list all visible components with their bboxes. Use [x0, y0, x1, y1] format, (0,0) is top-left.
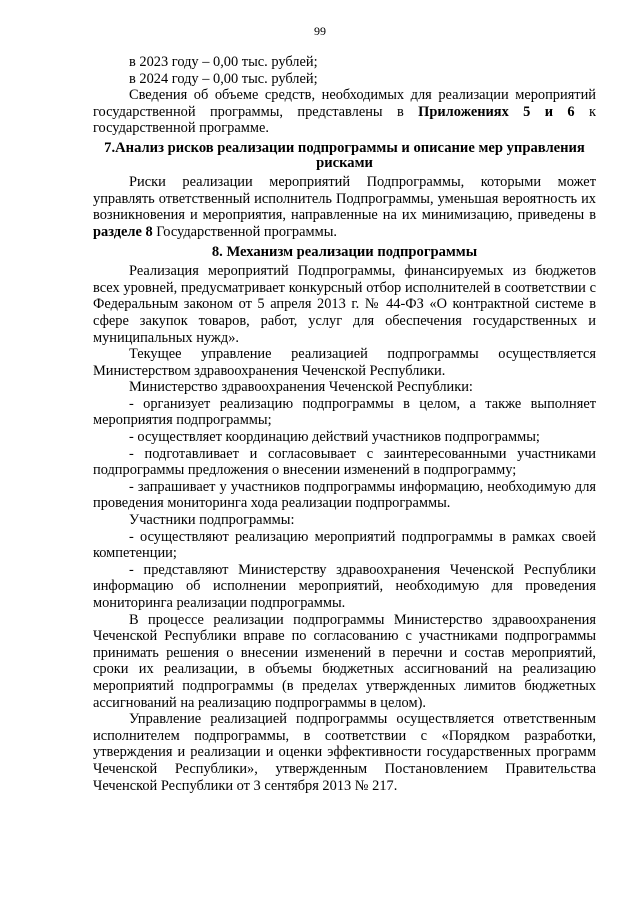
list-item: - представляют Министерству здравоохранения Чеченской Республики информацию об исполнении мероприятий, необходимую для проведения мониторинга реализации подпрограммы.	[93, 561, 596, 611]
paragraph: Управление реализацией подпрограммы осуществляется ответственным исполнителем подпрограммы, в соответствии с «Порядком разработки, утверждения и реализации и оценки эффективности государственных программ Чеченской Республики», утвержденным Постановлением Правительства Чеченской Республики от 3 сентября 2013 № 217.	[93, 711, 596, 794]
funding-info-text: Сведения об объеме средств, необходимых для реализации мероприятий государственной программы, представлены в	[93, 87, 596, 120]
risks-tail: Государственной программы.	[152, 223, 337, 240]
list-item: - осуществляют реализацию мероприятий подпрограммы в рамках своей компетенции;	[93, 528, 596, 562]
paragraph: Текущее управление реализацией подпрограммы осуществляется Министерством здравоохранения Чеченской Республики.	[93, 346, 596, 379]
list-item: - подготавливает и согласовывает с заинтересованными участниками подпрограммы предложения о внесении изменений в подпрограмму;	[93, 445, 596, 479]
page-content	[93, 54, 596, 794]
paragraph: В процессе реализации подпрограммы Министерство здравоохранения Чеченской Республики вправе по согласованию с участниками подпрограммы принимать решения о внесении изменений в перечни и состав мероприятий, сроки их реализации, в объемы бюджетных ассигнований на реализацию мероприятий подпрограммы (в пределах утвержденных лимитов бюджетных ассигнований на реализацию подпрограммы в целом).	[93, 611, 596, 711]
section-reference: разделе 8	[93, 223, 153, 240]
section-7-heading: 7.Анализ рисков реализации подпрограммы и описание мер управления рисками	[104, 139, 585, 171]
section-8-heading: 8. Механизм реализации подпрограммы	[211, 243, 478, 260]
funding-2023-line: в 2023 году – 0,00 тыс. рублей;	[129, 54, 318, 70]
paragraph: Реализация мероприятий Подпрограммы, финансируемых из бюджетов всех уровней, предусматривает конкурсный отбор исполнителей в соответствии с Федеральным законом от 5 апреля 2013 г. № 44-ФЗ «О контрактной системе в сфере закупок товаров, работ, услуг для обеспечения государственных и муниципальных нужд».	[93, 263, 596, 346]
funding-info-tail: к государственной программе.	[93, 103, 596, 137]
funding-2024-line: в 2024 году – 0,00 тыс. рублей;	[129, 70, 318, 87]
appendix-reference: Приложениях 5 и 6	[418, 103, 575, 120]
funding-info-paragraph	[93, 87, 596, 137]
list-item: - запрашивает у участников подпрограммы информацию, необходимую для проведения мониторинга хода реализации подпрограммы.	[93, 478, 596, 512]
paragraph: Министерство здравоохранения Чеченской Республики:	[129, 379, 473, 396]
page-number: 99	[314, 24, 326, 38]
list-item: - организует реализацию подпрограммы в целом, а также выполняет мероприятия подпрограммы;	[93, 395, 596, 429]
risks-text: Риски реализации мероприятий Подпрограммы, которыми может управлять ответственный исполнитель Подпрограммы, уменьшая вероятность их возникновения и мероприятия, направленные на их минимизацию, приведены в	[93, 174, 596, 224]
paragraph: Участники подпрограммы:	[129, 512, 295, 529]
list-item: - осуществляет координацию действий участников подпрограммы;	[129, 429, 540, 446]
section-7-paragraph	[93, 174, 596, 240]
